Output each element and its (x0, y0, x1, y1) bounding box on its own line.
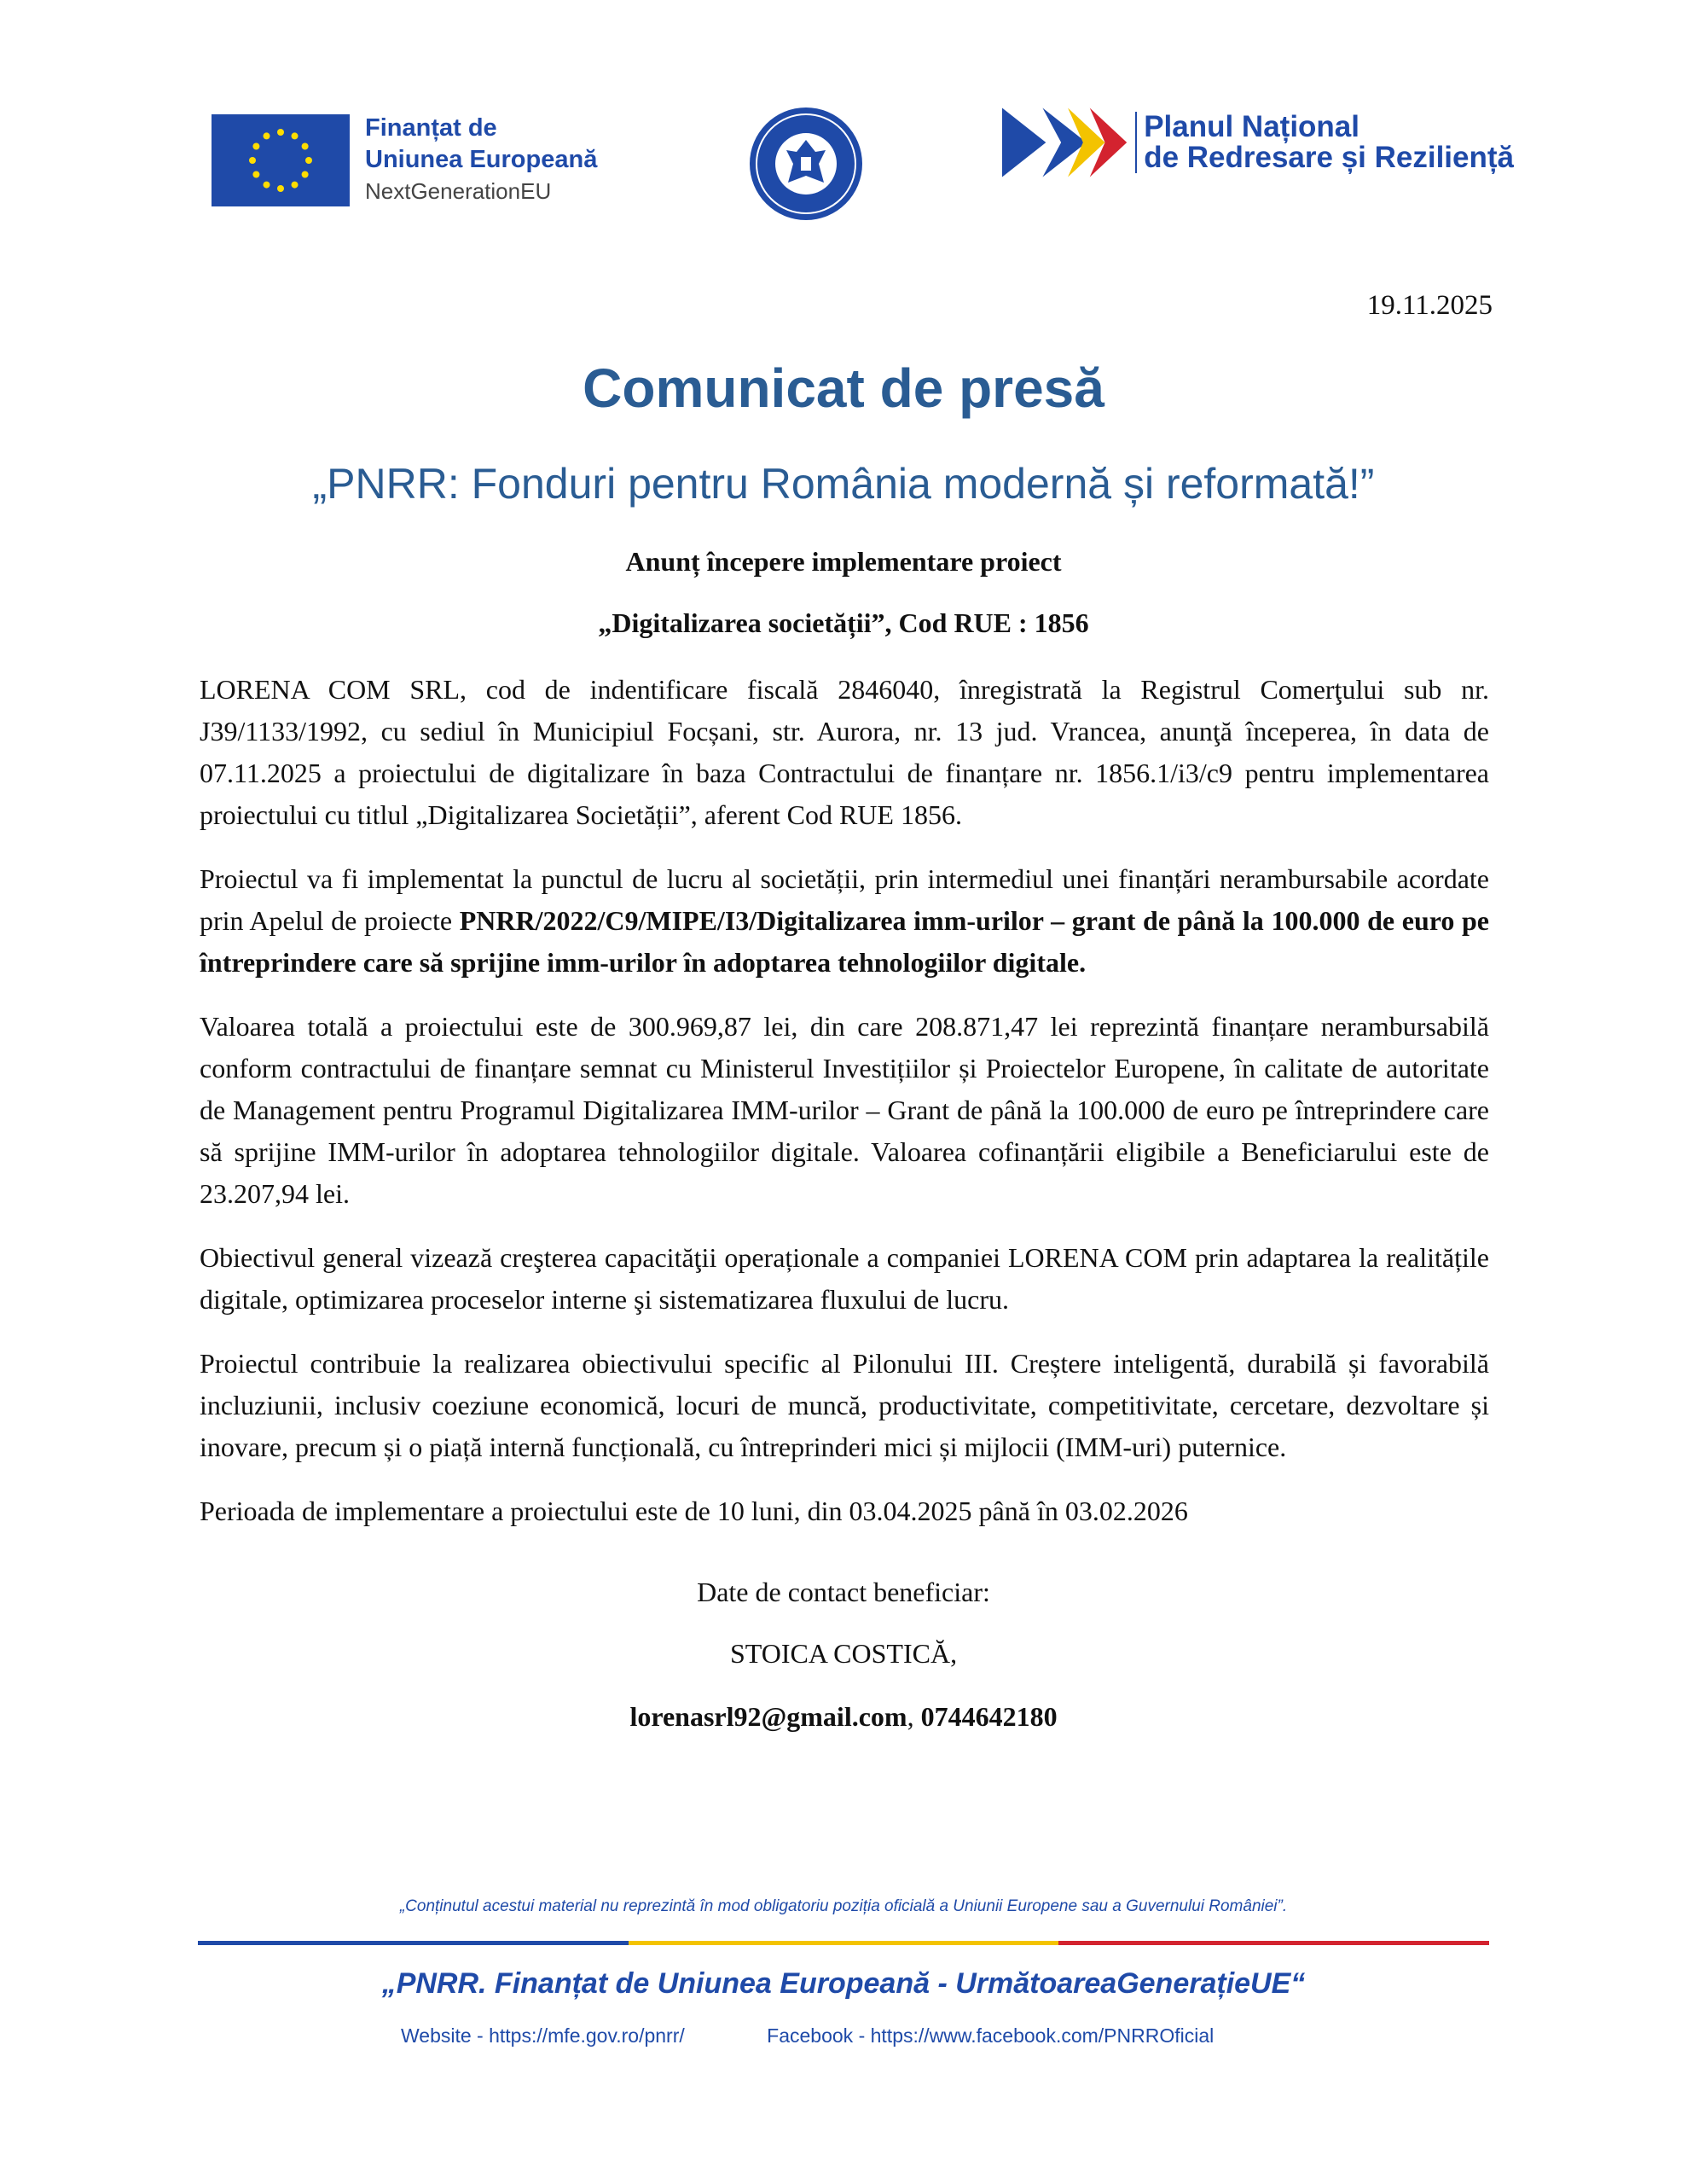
logo-bar (0, 104, 1687, 224)
facebook-link[interactable]: Facebook - https://www.facebook.com/PNRROficial (767, 2024, 1215, 2047)
website-link[interactable]: Website - https://mfe.gov.ro/pnrr/ (401, 2024, 685, 2047)
paragraph-funding (200, 858, 1489, 984)
eu-funding-logo (212, 113, 597, 207)
paragraph-funding-call: PNRR/2022/C9/MIPE/I3/Digitalizarea imm-urilor – grant de până la 100.000 de euro pe întreprindere care să sprijine imm-urilor în adoptarea tehnologiilor digitale. (200, 905, 1490, 978)
eu-logo-line1: Finanțat de (365, 114, 497, 142)
contact-phone: 0744642180 (920, 1701, 1058, 1732)
paragraph-period: Perioada de implementare a proiectului este de 10 luni, din 03.04.2025 până în 03.02.2026 (200, 1496, 1188, 1526)
contact-separator: , (907, 1701, 921, 1732)
page-title: Comunicat de presă (583, 357, 1104, 419)
pnrr-logo-line2: de Redresare și Reziliență (1144, 141, 1514, 174)
eu-flag-icon (212, 114, 350, 206)
pnrr-logo-line1: Planul Național (1144, 110, 1359, 143)
paragraph-objective: Obiectivul general vizează creşterea capacităţii operaționale a companiei LORENA COM prin adaptarea la realitățile digitale, optimizarea proceselor interne şi sistematizarea fluxului de lucru. (200, 1242, 1489, 1315)
document-date: 19.11.2025 (1366, 290, 1493, 321)
paragraph-value: Valoarea totală a proiectului este de 300.969,87 lei, din care 208.871,47 lei reprezintă finanțare nerambursabilă conform contractului de finanțare semnat cu Ministerul Investițiilor și Proiectelor Europene, în calitate de autoritate de Management pentru Programul Digitalizarea IMM-urilor – Grant de până la 100.000 de euro pe întreprindere care să sprijine IMM-urilor în adoptarea tehnologiilor digitale. Valoarea cofinanțării eligibile a Beneficiarului este de 23.207,94 lei. (200, 1011, 1489, 1209)
announcement-heading: Anunț începere implementare proiect (625, 546, 1062, 577)
project-heading: „Digitalizarea societății”, Cod RUE : 1856 (598, 607, 1089, 638)
footer-links (401, 2024, 1290, 2048)
footer-disclaimer: „Conținutul acestui material nu reprezintă în mod obligatoriu poziția oficială a Uniunii Europene sau a Guvernului României”. (399, 1897, 1288, 1915)
contact-details (0, 1701, 1687, 1733)
footer-title: „PNRR. Finanțat de Uniunea Europeană - UrmătoareaGenerațieUE“ (381, 1967, 1306, 2000)
paragraph-contribution: Proiectul contribuie la realizarea obiectivului specific al Pilonului III. Creștere inteligentă, durabilă și favorabilă incluziunii, inclusiv coeziune economică, locuri de muncă, productivitate, competitivitate, cercetare, dezvoltare și inovare, precum și o piață internă funcțională, cu întreprinderi mici și mijlocii (IMM-uri) puternice. (200, 1348, 1489, 1462)
eu-logo-line2: Uniunea Europeană (365, 146, 598, 173)
tricolor-divider (198, 1941, 1489, 1945)
pnrr-logo (1002, 107, 1514, 177)
paragraph-company: LORENA COM SRL, cod de indentificare fiscală 2846040, înregistrată la Registrul Comerţului sub nr. J39/1133/1992, cu sediul în Municipiul Focșani, str. Aurora, nr. 13 jud. Vrancea, anunţă începerea, în data de 07.11.2025 a proiectului de digitalizare în baza Contractului de finanțare nr. 1856.1/i3/c9 pentru implementarea proiectului cu titlul „Digitalizarea Societății”, aferent Cod RUE 1856. (200, 674, 1489, 830)
contact-label: Date de contact beneficiar: (697, 1577, 990, 1607)
government-seal-icon (747, 104, 865, 224)
eu-logo-line3: NextGenerationEU (365, 178, 552, 204)
contact-email[interactable]: lorenasrl92@gmail.com (629, 1701, 907, 1732)
paragraph-funding-text: Proiectul va fi implementat la punctul de lucru al societății, prin intermediul unei finanțări nerambursabile acordate prin Apelul de proiecte (200, 863, 1489, 936)
contact-name: STOICA COSTICĂ, (729, 1638, 958, 1669)
pnrr-arrow-icon (1002, 107, 1128, 177)
page-subtitle: „PNRR: Fonduri pentru România modernă și reformată!” (312, 460, 1375, 508)
body-content (200, 669, 1489, 1554)
